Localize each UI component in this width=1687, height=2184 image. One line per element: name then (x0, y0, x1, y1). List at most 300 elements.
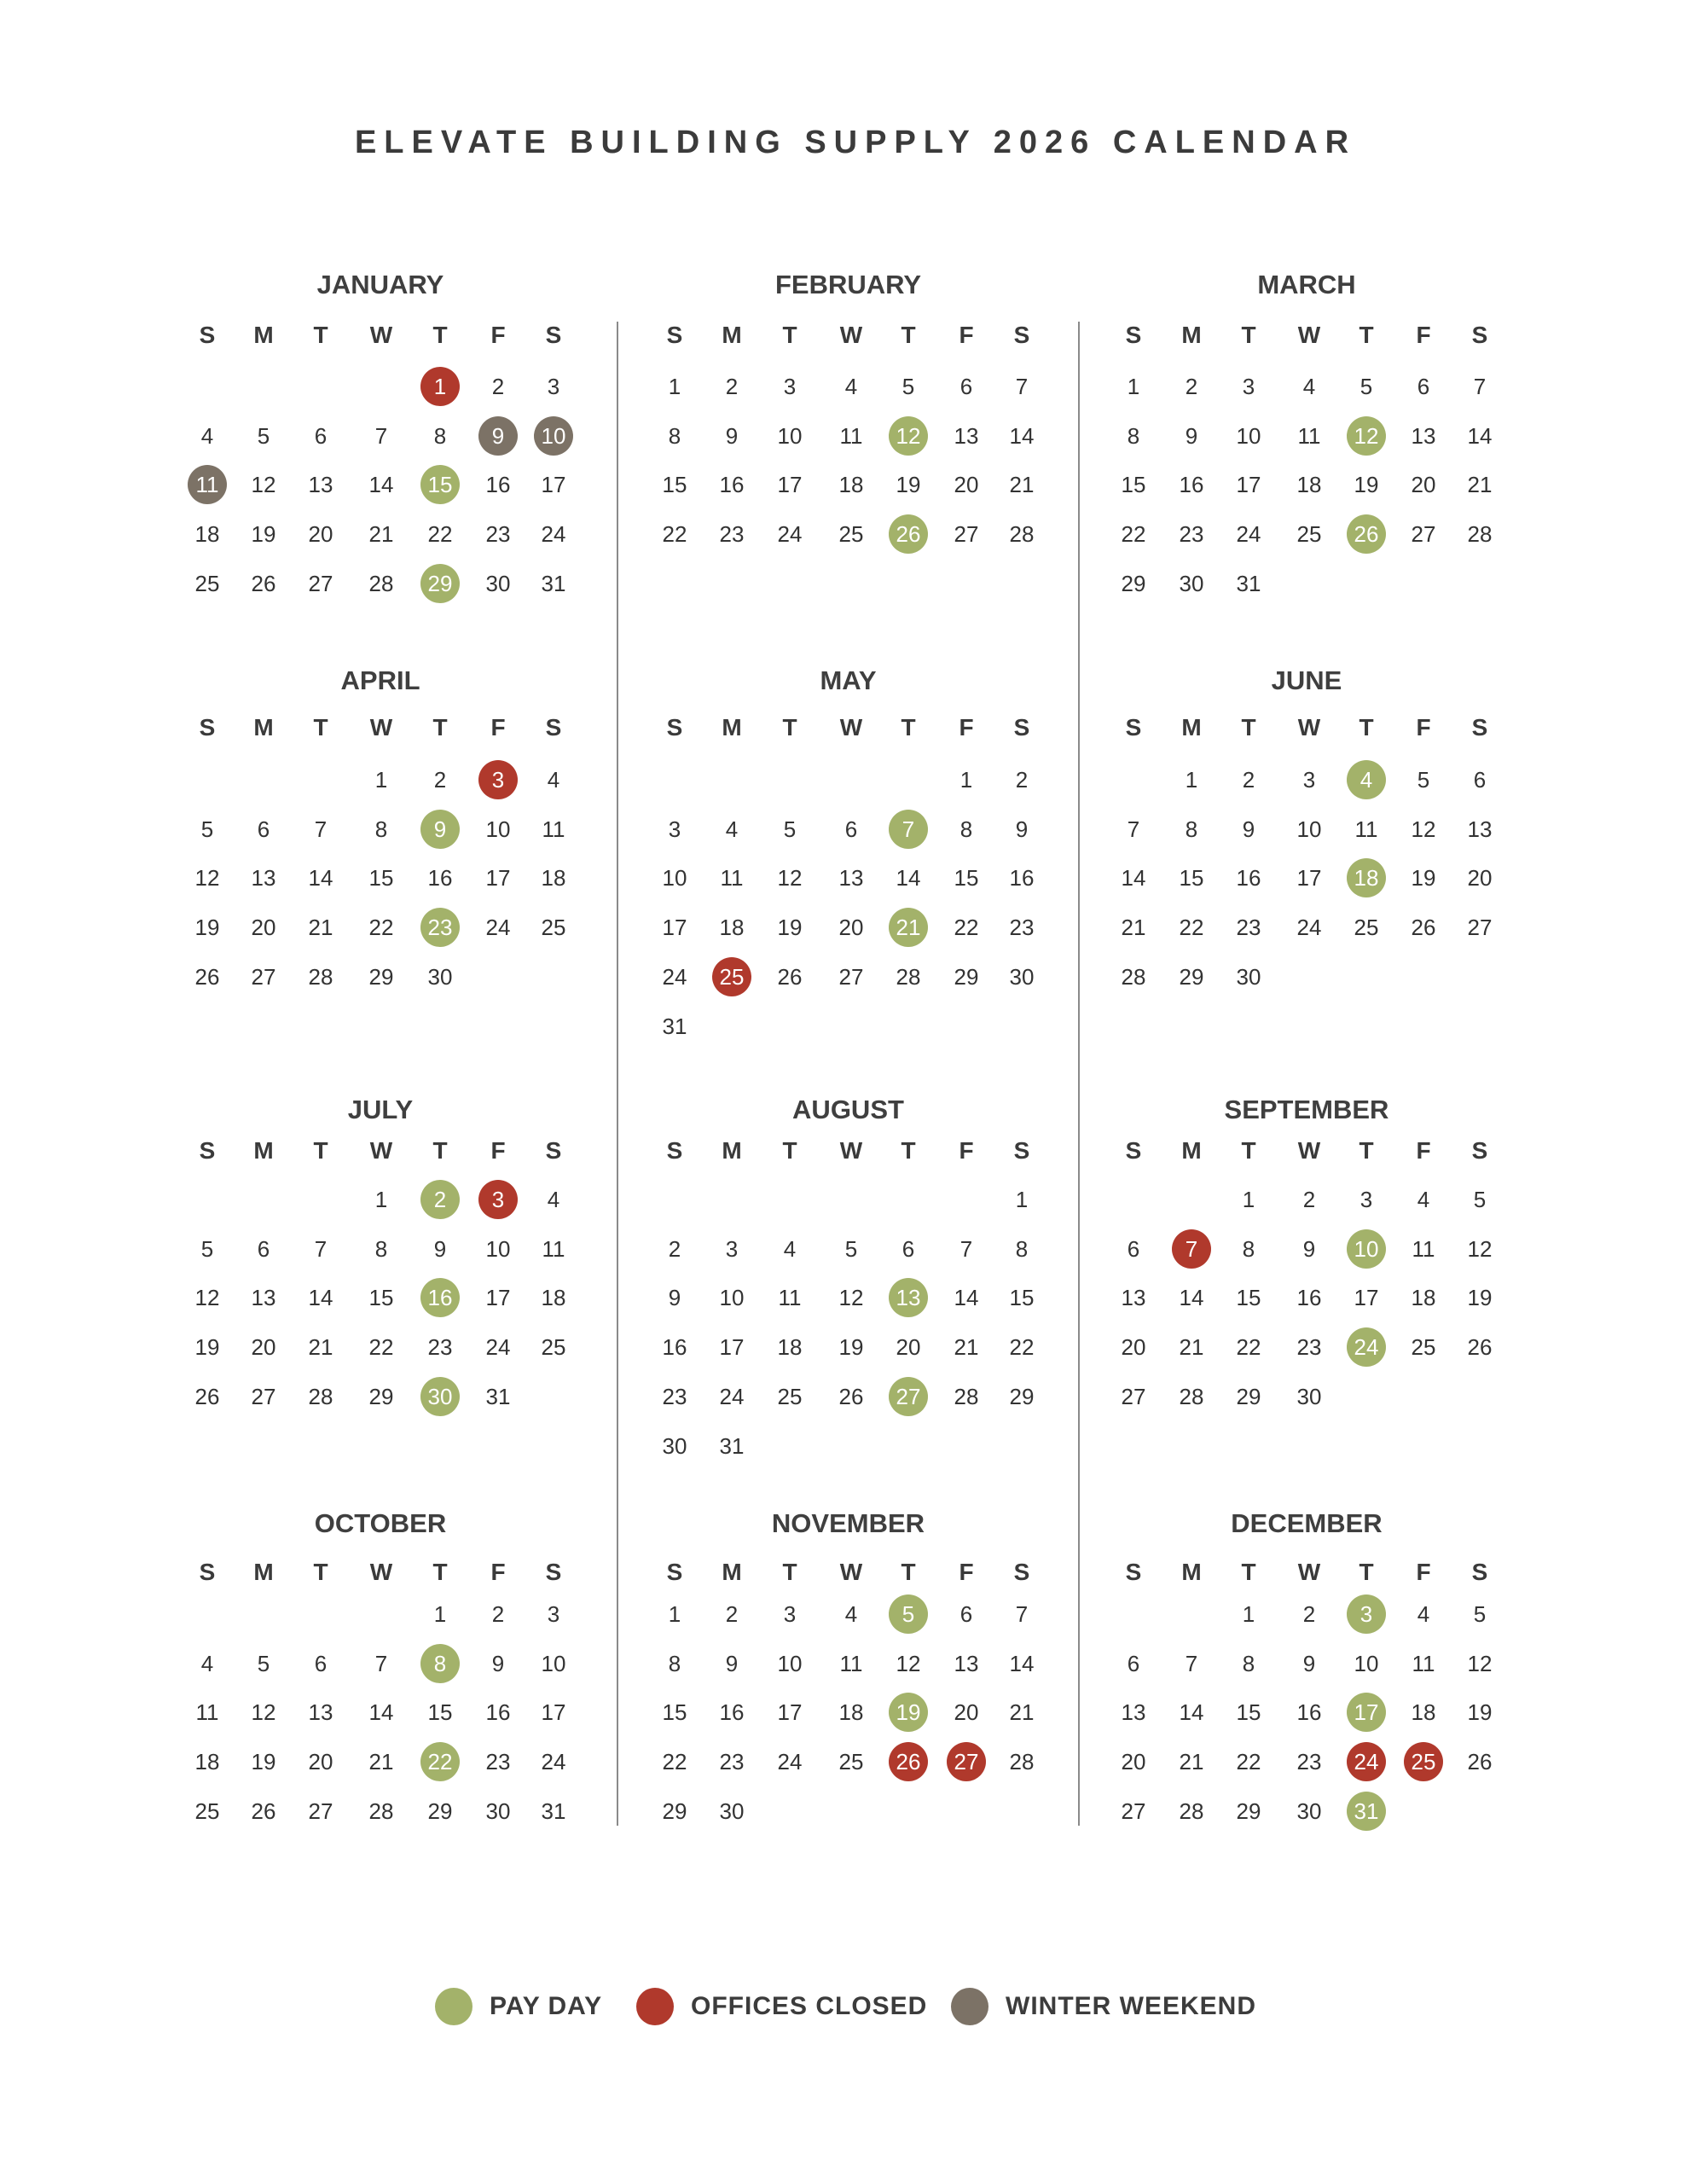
weekday-header: S (545, 1137, 562, 1164)
month-name: MAY (820, 665, 877, 695)
date-cell: 28 (896, 963, 921, 990)
date-cell: 29 (1121, 570, 1146, 596)
date-cell: 13 (251, 1285, 276, 1311)
weekday-header: W (1297, 1559, 1321, 1585)
date-cell: 3 (1359, 1187, 1373, 1212)
month-name: NOVEMBER (771, 1508, 925, 1538)
weekday-header: T (901, 322, 916, 348)
date-cell: 18 (194, 1749, 220, 1775)
date-cell: 5 (901, 374, 915, 399)
date-cell: 19 (251, 521, 276, 548)
date-cell: 11 (1412, 1650, 1435, 1676)
date-cell: 14 (308, 1285, 333, 1311)
weekday-header: F (490, 1559, 506, 1585)
date-cell: 30 (485, 1798, 511, 1824)
weekday-header: T (1241, 714, 1256, 741)
date-cell: 6 (1417, 374, 1430, 399)
date-cell: 10 (485, 816, 511, 842)
date-cell: 4 (1417, 1187, 1430, 1212)
date-cell: 12 (777, 865, 803, 892)
date-cell: 2 (1302, 1601, 1316, 1627)
date-cell: 17 (485, 1285, 511, 1311)
date-cell: 23 (1009, 915, 1035, 941)
date-cell: 30 (1296, 1383, 1322, 1409)
weekday-header: F (1416, 1137, 1431, 1164)
date-cell: 27 (1121, 1798, 1146, 1824)
date-cell: 19 (194, 915, 220, 941)
date-cell: 8 (668, 422, 681, 449)
weekday-header: W (839, 322, 863, 348)
date-cell: 20 (251, 1334, 276, 1361)
date-cell: 15 (662, 1699, 687, 1726)
month-name: FEBRUARY (774, 270, 922, 299)
date-cell: 13 (1411, 422, 1436, 449)
weekday-header: W (369, 322, 393, 348)
date-cell: 25 (1296, 521, 1322, 548)
legend-swatch (435, 1988, 472, 2025)
date-cell: 6 (257, 1235, 270, 1262)
weekday-header: S (666, 714, 683, 741)
date-cell: 3 (725, 1235, 739, 1262)
date-cell: 23 (485, 1749, 511, 1775)
date-cell-payday: 9 (420, 810, 460, 849)
date-cell: 28 (1009, 1749, 1035, 1775)
date-cell: 23 (662, 1383, 687, 1409)
date-cell: 5 (1359, 374, 1373, 399)
weekday-header: S (1125, 1559, 1142, 1585)
date-cell-payday: 15 (420, 465, 460, 504)
date-cell: 16 (485, 472, 511, 498)
date-cell: 9 (1185, 422, 1198, 449)
date-cell-payday: 17 (1347, 1693, 1386, 1732)
weekday-header: S (1125, 714, 1142, 741)
date-cell: 13 (838, 865, 864, 892)
date-cell: 21 (368, 521, 394, 548)
date-cell: 10 (1296, 816, 1322, 842)
date-cell: 7 (1015, 374, 1029, 399)
weekday-header: S (199, 1137, 216, 1164)
date-cell: 17 (541, 472, 566, 498)
date-cell: 24 (777, 1749, 803, 1775)
date-cell: 23 (427, 1334, 453, 1361)
date-cell: 29 (1236, 1383, 1261, 1409)
date-cell: 10 (719, 1285, 745, 1311)
date-cell: 1 (1242, 1187, 1255, 1212)
weekday-header: W (839, 1137, 863, 1164)
weekday-header: M (1181, 322, 1202, 348)
date-cell: 9 (433, 1235, 447, 1262)
date-cell: 28 (368, 570, 394, 596)
month-name: JUNE (1271, 665, 1342, 695)
date-cell: 16 (427, 865, 453, 892)
date-cell: 4 (200, 422, 214, 449)
legend-swatch (951, 1988, 988, 2025)
date-cell: 3 (1302, 767, 1316, 793)
date-cell: 15 (1179, 865, 1204, 892)
date-cell: 7 (314, 1235, 328, 1262)
date-cell: 10 (777, 422, 803, 449)
date-cell-winter-weekend: 10 (534, 416, 573, 456)
date-cell: 10 (662, 865, 687, 892)
date-cell: 14 (1009, 1650, 1035, 1676)
month-name: DECEMBER (1231, 1508, 1383, 1538)
date-cell: 5 (1473, 1601, 1487, 1627)
date-cell: 13 (954, 1650, 979, 1676)
date-cell: 21 (1009, 1699, 1035, 1726)
date-cell: 13 (1121, 1285, 1146, 1311)
date-cell: 15 (368, 1285, 394, 1311)
date-cell: 13 (308, 472, 333, 498)
weekday-header: W (839, 714, 863, 741)
date-cell: 19 (1467, 1285, 1493, 1311)
date-cell: 28 (308, 963, 333, 990)
date-cell: 13 (954, 422, 979, 449)
date-cell: 1 (1127, 374, 1140, 399)
weekday-header: T (782, 714, 797, 741)
date-cell: 1 (959, 767, 973, 793)
date-cell: 29 (954, 963, 979, 990)
date-cell: 16 (1296, 1285, 1322, 1311)
date-cell: 7 (959, 1235, 973, 1262)
date-cell: 15 (662, 472, 687, 498)
date-cell-payday: 16 (420, 1278, 460, 1317)
weekday-header: S (199, 322, 216, 348)
date-cell: 24 (719, 1383, 745, 1409)
date-cell: 17 (777, 472, 803, 498)
date-cell: 19 (896, 472, 921, 498)
date-cell: 30 (1009, 963, 1035, 990)
date-cell: 1 (374, 767, 388, 793)
weekday-header: T (432, 714, 448, 741)
weekday-header: S (666, 322, 683, 348)
date-cell: 27 (251, 1383, 276, 1409)
date-cell: 2 (1302, 1187, 1316, 1212)
weekday-header: S (1471, 714, 1488, 741)
date-cell: 28 (1179, 1798, 1204, 1824)
date-cell: 10 (1354, 1650, 1379, 1676)
date-cell: 6 (1127, 1235, 1140, 1262)
date-cell: 6 (314, 1650, 328, 1676)
date-cell: 19 (251, 1749, 276, 1775)
date-cell-payday: 10 (1347, 1229, 1386, 1269)
date-cell: 19 (1411, 865, 1436, 892)
date-cell: 20 (308, 521, 333, 548)
date-cell-winter-weekend: 11 (188, 465, 227, 504)
date-cell: 13 (1121, 1699, 1146, 1726)
weekday-header: F (490, 322, 506, 348)
date-cell: 14 (1179, 1699, 1204, 1726)
date-cell: 10 (1236, 422, 1261, 449)
weekday-header: F (959, 322, 974, 348)
weekday-header: T (901, 714, 916, 741)
date-cell: 8 (374, 816, 388, 842)
date-cell-payday: 24 (1347, 1327, 1386, 1367)
date-cell: 8 (1242, 1235, 1255, 1262)
date-cell-payday: 12 (889, 416, 928, 456)
weekday-header: S (1471, 1137, 1488, 1164)
weekday-header: M (1181, 1559, 1202, 1585)
date-cell: 7 (1015, 1601, 1029, 1627)
date-cell: 9 (1302, 1235, 1316, 1262)
date-cell: 20 (251, 915, 276, 941)
date-cell: 23 (1296, 1749, 1322, 1775)
date-cell-payday: 2 (420, 1180, 460, 1219)
weekday-header: T (901, 1559, 916, 1585)
weekday-header: M (1181, 1137, 1202, 1164)
date-cell: 29 (427, 1798, 453, 1824)
weekday-header: M (253, 1137, 274, 1164)
date-cell: 5 (1417, 767, 1430, 793)
date-cell: 1 (668, 374, 681, 399)
date-cell: 15 (1121, 472, 1146, 498)
date-cell: 11 (839, 1650, 863, 1676)
date-cell: 14 (368, 472, 394, 498)
date-cell: 5 (257, 422, 270, 449)
date-cell: 3 (783, 374, 797, 399)
date-cell: 6 (314, 422, 328, 449)
date-cell: 12 (1411, 816, 1436, 842)
date-cell: 26 (251, 570, 276, 596)
date-cell: 3 (547, 374, 560, 399)
date-cell-winter-weekend: 9 (478, 416, 518, 456)
date-cell: 19 (777, 915, 803, 941)
date-cell: 9 (668, 1285, 681, 1311)
date-cell: 7 (314, 816, 328, 842)
weekday-header: S (1013, 1559, 1030, 1585)
date-cell-payday: 18 (1347, 858, 1386, 897)
date-cell: 24 (1236, 521, 1261, 548)
date-cell: 9 (1015, 816, 1029, 842)
date-cell: 15 (1009, 1285, 1035, 1311)
date-cell: 30 (1236, 963, 1261, 990)
date-cell: 26 (777, 963, 803, 990)
weekday-header: T (782, 322, 797, 348)
page-title: ELEVATE BUILDING SUPPLY 2026 CALENDAR (354, 125, 1357, 160)
date-cell: 20 (896, 1334, 921, 1361)
date-cell: 14 (308, 865, 333, 892)
date-cell: 18 (194, 521, 220, 548)
date-cell: 3 (783, 1601, 797, 1627)
date-cell: 13 (251, 865, 276, 892)
date-cell: 30 (719, 1798, 745, 1824)
date-cell: 16 (1009, 865, 1035, 892)
date-cell-payday: 29 (420, 564, 460, 603)
weekday-header: S (545, 322, 562, 348)
date-cell: 8 (1127, 422, 1140, 449)
date-cell: 12 (838, 1285, 864, 1311)
date-cell: 31 (1236, 570, 1261, 596)
date-cell: 2 (668, 1235, 681, 1262)
date-cell-payday: 7 (889, 810, 928, 849)
date-cell: 11 (778, 1285, 802, 1311)
date-cell: 14 (1467, 422, 1493, 449)
weekday-header: T (1359, 1559, 1374, 1585)
weekday-header: W (1297, 322, 1321, 348)
weekday-header: S (1125, 1137, 1142, 1164)
date-cell-payday: 26 (1347, 514, 1386, 554)
date-cell: 12 (1467, 1650, 1493, 1676)
date-cell: 6 (901, 1235, 915, 1262)
date-cell: 25 (777, 1383, 803, 1409)
date-cell: 22 (662, 1749, 687, 1775)
legend-label: OFFICES CLOSED (691, 1992, 928, 2020)
date-cell: 3 (547, 1601, 560, 1627)
date-cell: 4 (547, 767, 560, 793)
date-cell-closed: 1 (420, 367, 460, 406)
date-cell: 28 (1467, 521, 1493, 548)
date-cell: 21 (1009, 472, 1035, 498)
date-cell: 11 (542, 816, 565, 842)
date-cell: 9 (1302, 1650, 1316, 1676)
date-cell: 21 (308, 915, 333, 941)
date-cell: 19 (838, 1334, 864, 1361)
date-cell: 8 (959, 816, 973, 842)
date-cell: 28 (1009, 521, 1035, 548)
date-cell: 22 (1009, 1334, 1035, 1361)
date-cell: 27 (1121, 1383, 1146, 1409)
date-cell-payday: 8 (420, 1644, 460, 1683)
date-cell: 25 (541, 1334, 566, 1361)
weekday-header: T (782, 1559, 797, 1585)
weekday-header: T (1241, 1559, 1256, 1585)
date-cell: 20 (1411, 472, 1436, 498)
month-name: SEPTEMBER (1224, 1095, 1389, 1124)
date-cell: 17 (1296, 865, 1322, 892)
date-cell-closed: 26 (889, 1742, 928, 1781)
weekday-header: F (490, 1137, 506, 1164)
date-cell: 5 (783, 816, 797, 842)
date-cell: 18 (777, 1334, 803, 1361)
date-cell: 9 (725, 1650, 739, 1676)
column-divider (1078, 322, 1080, 1826)
weekday-header: T (1241, 322, 1256, 348)
date-cell: 4 (1302, 374, 1316, 399)
date-cell: 26 (838, 1383, 864, 1409)
legend-swatch (636, 1988, 674, 2025)
date-cell: 14 (896, 865, 921, 892)
date-cell: 18 (541, 1285, 566, 1311)
date-cell: 5 (200, 1235, 214, 1262)
date-cell: 25 (1354, 915, 1379, 941)
weekday-header: T (432, 1137, 448, 1164)
weekday-header: M (722, 1137, 742, 1164)
date-cell: 27 (1467, 915, 1493, 941)
date-cell-payday: 27 (889, 1377, 928, 1416)
date-cell: 4 (547, 1187, 560, 1212)
date-cell: 14 (368, 1699, 394, 1726)
date-cell: 4 (725, 816, 739, 842)
date-cell: 26 (194, 1383, 220, 1409)
weekday-header: T (1359, 322, 1374, 348)
date-cell-payday: 21 (889, 908, 928, 947)
date-cell-payday: 22 (420, 1742, 460, 1781)
date-cell: 24 (662, 963, 687, 990)
date-cell: 15 (427, 1699, 453, 1726)
weekday-header: M (1181, 714, 1202, 741)
weekday-header: F (959, 714, 974, 741)
date-cell: 17 (485, 865, 511, 892)
date-cell: 16 (1236, 865, 1261, 892)
weekday-header: S (1471, 322, 1488, 348)
weekday-header: F (959, 1559, 974, 1585)
date-cell: 23 (1236, 915, 1261, 941)
weekday-header: T (313, 714, 328, 741)
date-cell-payday: 13 (889, 1278, 928, 1317)
date-cell: 27 (251, 963, 276, 990)
date-cell: 28 (1121, 963, 1146, 990)
date-cell: 20 (1121, 1749, 1146, 1775)
date-cell: 6 (959, 374, 973, 399)
date-cell: 22 (427, 521, 453, 548)
date-cell: 28 (1179, 1383, 1204, 1409)
weekday-header: S (199, 714, 216, 741)
date-cell: 15 (1236, 1699, 1261, 1726)
date-cell-payday: 30 (420, 1377, 460, 1416)
date-cell: 22 (662, 521, 687, 548)
weekday-header: F (1416, 714, 1431, 741)
date-cell: 8 (433, 422, 447, 449)
weekday-header: M (722, 714, 742, 741)
date-cell: 7 (374, 422, 388, 449)
date-cell: 7 (374, 1650, 388, 1676)
date-cell: 13 (1467, 816, 1493, 842)
date-cell: 29 (662, 1798, 687, 1824)
date-cell: 27 (838, 963, 864, 990)
weekday-header: W (369, 714, 393, 741)
weekday-header: T (432, 322, 448, 348)
date-cell: 26 (1467, 1334, 1493, 1361)
date-cell: 6 (1473, 767, 1487, 793)
date-cell: 29 (1009, 1383, 1035, 1409)
date-cell: 21 (308, 1334, 333, 1361)
date-cell: 27 (308, 570, 333, 596)
date-cell-payday: 26 (889, 514, 928, 554)
date-cell: 28 (368, 1798, 394, 1824)
date-cell: 22 (954, 915, 979, 941)
weekday-header: T (313, 1559, 328, 1585)
date-cell: 25 (838, 1749, 864, 1775)
weekday-header: F (1416, 322, 1431, 348)
date-cell: 10 (777, 1650, 803, 1676)
weekday-header: S (545, 714, 562, 741)
date-cell: 5 (1473, 1187, 1487, 1212)
date-cell: 18 (838, 1699, 864, 1726)
date-cell-payday: 3 (1347, 1594, 1386, 1634)
date-cell: 26 (251, 1798, 276, 1824)
weekday-header: M (253, 714, 274, 741)
date-cell: 31 (541, 570, 566, 596)
date-cell-closed: 3 (478, 1180, 518, 1219)
date-cell: 24 (1296, 915, 1322, 941)
date-cell-closed: 27 (947, 1742, 986, 1781)
date-cell: 6 (844, 816, 858, 842)
date-cell: 9 (491, 1650, 505, 1676)
date-cell: 12 (194, 1285, 220, 1311)
date-cell: 2 (1242, 767, 1255, 793)
date-cell: 20 (954, 1699, 979, 1726)
date-cell: 2 (491, 374, 505, 399)
date-cell: 2 (725, 374, 739, 399)
date-cell: 8 (1015, 1235, 1029, 1262)
date-cell: 30 (427, 963, 453, 990)
date-cell: 20 (1121, 1334, 1146, 1361)
date-cell: 21 (1467, 472, 1493, 498)
weekday-header: S (666, 1137, 683, 1164)
date-cell: 1 (1242, 1601, 1255, 1627)
date-cell: 25 (194, 1798, 220, 1824)
date-cell: 23 (719, 521, 745, 548)
date-cell: 2 (1185, 374, 1198, 399)
